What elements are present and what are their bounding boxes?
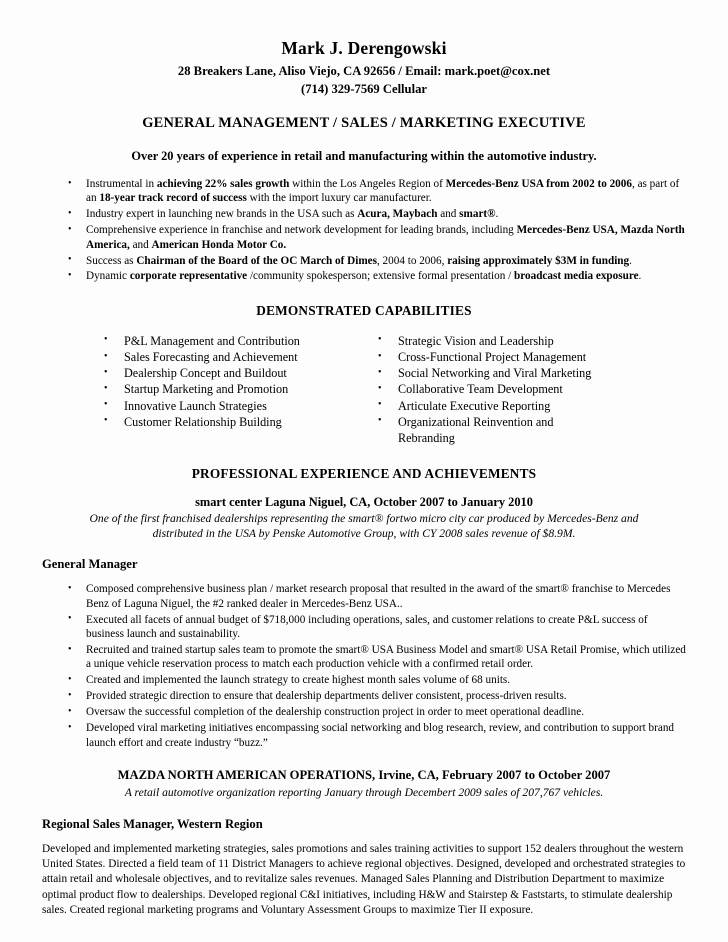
list-item: • Sales Forecasting and Achievement <box>90 349 354 365</box>
list-item: • Provided strategic direction to ensure that dealership departments deliver consistent, process-driven results. <box>42 689 686 703</box>
list-item: • Recruited and trained startup sales team to promote the smart® USA Business Model and smart® USA Retail Promise, which utilized a unique vehicle reservation process to match each production vehicle with a confirmed retail order. <box>42 643 686 672</box>
bullet-text-3: Success as Chairman of the Board of the OC March of Dimes, 2004 to 2006, raising approximately $3M in funding. <box>86 254 632 267</box>
capabilities-list-left <box>90 333 354 430</box>
job2-role-title: Regional Sales Manager, Western Region <box>42 816 263 831</box>
list-item: • Startup Marketing and Promotion <box>90 381 354 397</box>
list-item: • Customer Relationship Building <box>90 414 354 430</box>
list-item: • P&L Management and Contribution <box>90 333 354 349</box>
list-item: • Composed comprehensive business plan / market research proposal that resulted in the award of the smart® franchise to Mercedes Benz of Laguna Niguel, the #2 ranked dealer in Mercedes-Benz USA.. <box>42 582 686 611</box>
list-item <box>42 207 686 221</box>
job1-bullet-list <box>42 582 686 749</box>
list-item: • Cross-Functional Project Management <box>364 349 684 365</box>
list-item: • Dealership Concept and Buildout <box>90 365 354 381</box>
professional-title: GENERAL MANAGEMENT / SALES / MARKETING EXECUTIVE <box>142 115 586 131</box>
candidate-name: Mark J. Derengowski <box>281 38 447 58</box>
list-item: • Oversaw the successful completion of the dealership construction project in order to meet operational deadline. <box>42 705 686 719</box>
job2-company-line: MAZDA NORTH AMERICAN OPERATIONS, Irvine, CA, February 2007 to October 2007 <box>117 767 611 782</box>
bullet-text-2: Comprehensive experience in franchise and network development for leading brands, including Mercedes-Benz USA, Mazda North America, and American Honda Motor Co. <box>86 224 685 251</box>
capabilities-heading: DEMONSTRATED CAPABILITIES <box>256 302 472 318</box>
list-item: • Developed viral marketing initiatives encompassing social networking and blog research, review, and contribution to support brand launch effort and create industry “buzz.” <box>42 721 686 750</box>
summary-bullet-list <box>42 177 686 284</box>
job1-company-line: smart center Laguna Niguel, CA, October 2007 to January 2010 <box>195 495 533 510</box>
contact-phone: (714) 329-7569 Cellular <box>301 82 427 96</box>
capabilities-column-right <box>354 333 684 446</box>
list-item: • Articulate Executive Reporting <box>364 398 684 414</box>
capabilities-column-left <box>42 333 354 446</box>
list-item <box>42 254 686 268</box>
job1-description: One of the first franchised dealerships representing the smart® fortwo micro city car produced by Mercedes-Benz and distributed in the USA by Penske Automotive Group, with CY 2008 sales revenue of $8.9M. <box>89 512 639 540</box>
list-item: • Collaborative Team Development <box>364 381 684 397</box>
contact-address-email: 28 Breakers Lane, Aliso Viejo, CA 92656 / Email: mark.poet@cox.net <box>177 64 551 78</box>
capabilities-list-right <box>364 333 684 446</box>
job2-description: A retail automotive organization reporting January through Decembert 2009 sales of 207,767 vehicles. <box>124 785 604 799</box>
list-item: • Strategic Vision and Leadership <box>364 333 684 349</box>
list-item <box>42 223 686 252</box>
capabilities-columns <box>42 333 686 446</box>
list-item <box>42 177 686 206</box>
bullet-text-1: Industry expert in launching new brands in the USA such as Acura, Maybach and smart®. <box>86 208 499 221</box>
job2-paragraph: Developed and implemented marketing strategies, sales promotions and sales training activities to support 152 dealers throughout the western United States. Directed a field team of 11 District Managers to achieve regional objectives. Designed, developed and orchestrated strategies to attain retail and wholesale objectives, and to revitalize sales revenues. Managed Sales Planning and Distribution Department to maximize optimal product flow to dealerships. Developed regional C&I initiatives, including H&W and Stairstep & Faststarts, to stimulate dealership sales. Created regional marketing programs and Voluntary Assessment Groups to maximize Tier II exposure. <box>42 842 686 917</box>
bullet-text-0: Instrumental in achieving 22% sales growth within the Los Angeles Region of Mercedes-Benz USA from 2002 to 2006, as part of an 18-year track record of success with the import luxury car manufacturer. <box>86 178 680 205</box>
list-item: • Innovative Launch Strategies <box>90 398 354 414</box>
job1-role-title: General Manager <box>42 557 138 572</box>
experience-heading: PROFESSIONAL EXPERIENCE AND ACHIEVEMENTS <box>191 466 537 482</box>
summary-tagline: Over 20 years of experience in retail and manufacturing within the automotive industry. <box>131 149 597 163</box>
list-item: • Organizational Reinvention and Rebranding <box>364 414 588 446</box>
bullet-text-4: Dynamic corporate representative /community spokesperson; extensive formal presentation / broadcast media exposure. <box>86 270 642 283</box>
list-item: • Social Networking and Viral Marketing <box>364 365 684 381</box>
list-item: • Executed all facets of annual budget of $718,000 including operations, sales, and customer relations to create P&L success of business launch and sustainability. <box>42 613 686 642</box>
list-item <box>42 269 686 283</box>
list-item: • Created and implemented the launch strategy to create highest month sales volume of 68 units. <box>42 673 686 687</box>
